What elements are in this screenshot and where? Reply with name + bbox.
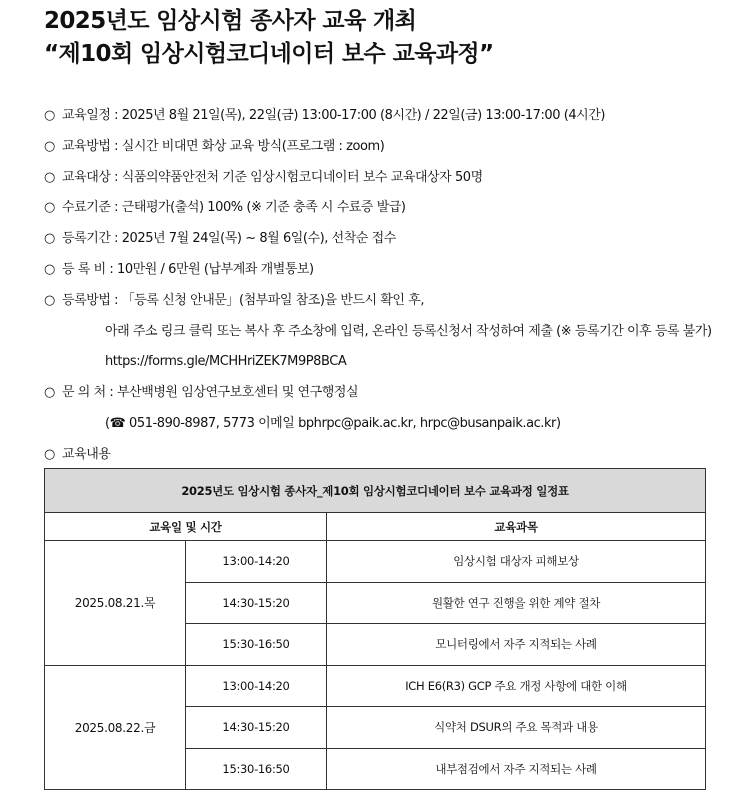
page-title [44,5,494,71]
info-label: 등 록 비 : [62,261,114,277]
column-header-date-time: 교육일 및 시간 [45,513,327,541]
info-method [44,132,750,163]
session-course: ICH E6(R3) GCP 주요 개정 사항에 대한 이해 [327,665,706,707]
table-row [45,541,706,583]
info-value: 2025년 7월 24일(목) ~ 8월 6일(수), 선착순 접수 [121,231,396,247]
title-line-1: 2025년도 임상시험 종사자 교육 개최 [44,8,417,34]
info-registration [44,286,750,317]
bullet-icon: ○ [44,108,55,123]
info-target [44,163,750,194]
bullet-icon: ○ [44,446,55,462]
title-line-2: “제10회 임상시험코디네이터 보수 교육과정” [44,41,494,67]
session-time: 15:30-16:50 [186,624,327,666]
info-fee [44,255,750,286]
info-completion [44,193,750,224]
info-value: 실시간 비대면 화상 교육 방식(프로그램 : zoom) [121,138,385,154]
session-time: 14:30-15:20 [186,582,327,624]
bullet-icon: ○ [44,231,55,247]
bullet-icon: ○ [44,261,55,277]
session-date: 2025.08.21.목 [45,541,186,666]
session-date: 2025.08.22.금 [45,665,186,790]
bullet-icon: ○ [44,200,55,216]
info-value: 「등록 신청 안내문」(첨부파일 참조)을 반드시 확인 후, [121,292,425,308]
session-course: 모니터링에서 자주 지적되는 사례 [327,624,706,666]
info-label: 등록기간 : [62,231,119,247]
info-label: 등록방법 : [62,292,119,308]
bullet-icon: ○ [44,385,55,401]
info-label: 교육대상 : [62,169,119,185]
session-time: 13:00-14:20 [186,665,327,707]
session-course: 임상시험 대상자 피해보상 [327,541,706,583]
info-content [44,440,750,471]
contact-detail: (☎ 051-890-8987, 5773 이메일 bphrpc@paik.ac.kr, hrpc@busanpaik.ac.kr) [105,415,561,431]
registration-link[interactable]: https://forms.gle/MCHHriZEK7M9P8BCA [105,354,347,370]
info-value: 부산백병원 임상연구보호센터 및 연구행정실 [117,385,359,401]
info-schedule [44,101,750,132]
info-label: 수료기준 : [62,200,119,216]
bullet-icon: ○ [44,169,55,185]
info-contact [44,378,750,409]
info-label: 교육일정 : [62,108,119,123]
session-time: 15:30-16:50 [186,748,327,790]
column-header-course: 교육과목 [327,513,706,541]
info-period [44,224,750,255]
session-course: 내부점검에서 자주 지적되는 사례 [327,748,706,790]
info-value: 10만원 / 6만원 (납부계좌 개별통보) [117,261,314,277]
info-label: 교육내용 [62,446,111,462]
registration-instructions: 아래 주소 링크 클릭 또는 복사 후 주소창에 입력, 온라인 등록신청서 작성하여 제출 (※ 등록기간 이후 등록 불가) [105,323,712,339]
session-course: 원활한 연구 진행을 위한 계약 절차 [327,582,706,624]
info-value: 식품의약품안전처 기준 임상시험코디네이터 보수 교육대상자 50명 [121,169,483,185]
session-course: 식약처 DSUR의 주요 목적과 내용 [327,707,706,749]
info-list [44,101,750,471]
schedule-caption: 2025년도 임상시험 종사자_제10회 임상시험코디네이터 보수 교육과정 일정표 [45,469,706,513]
schedule-table [44,468,706,790]
info-label: 문 의 처 : [62,385,114,401]
info-value: 근태평가(출석) 100% (※ 기준 충족 시 수료증 발급) [121,200,406,216]
session-time: 13:00-14:20 [186,541,327,583]
info-value: 2025년 8월 21일(목), 22일(금) 13:00-17:00 (8시간) / 22일(금) 13:00-17:00 (4시간) [121,108,606,123]
info-label: 교육방법 : [62,138,119,154]
bullet-icon: ○ [44,138,55,154]
bullet-icon: ○ [44,292,55,308]
session-time: 14:30-15:20 [186,707,327,749]
table-row [45,665,706,707]
